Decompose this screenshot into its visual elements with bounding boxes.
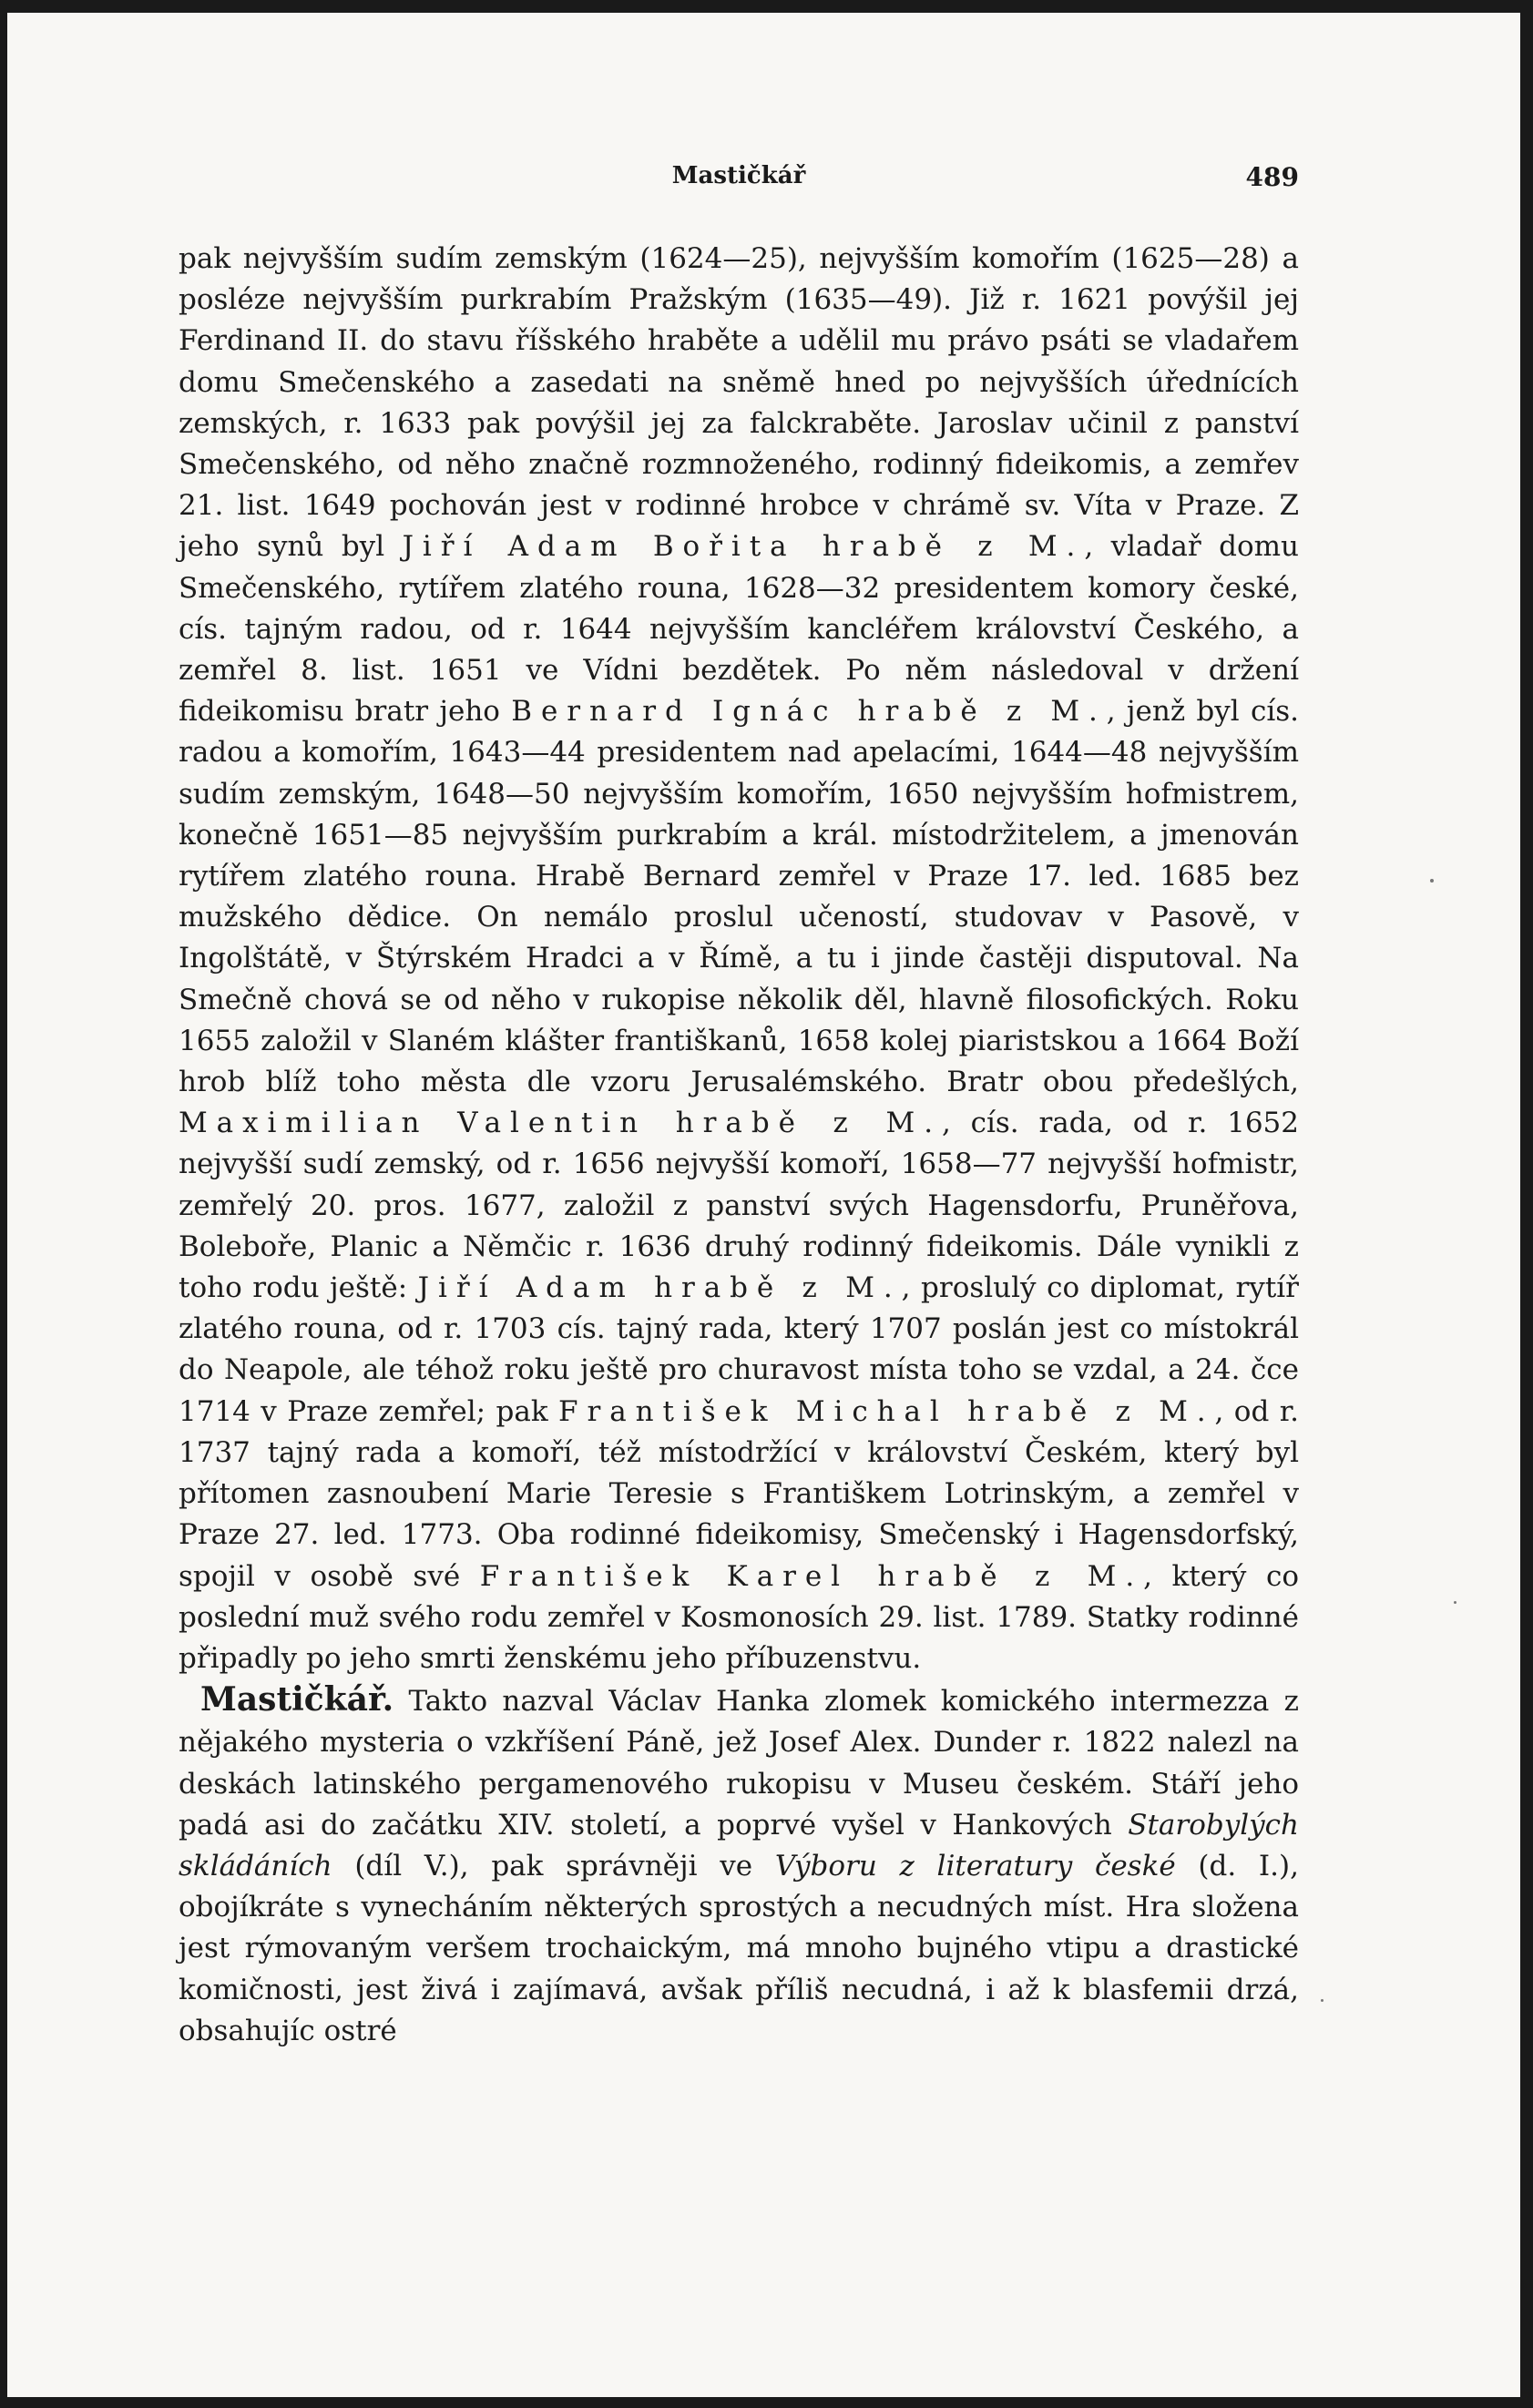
scan-speck [1454,1601,1456,1604]
scan-border-bottom [0,2397,1533,2408]
scan-speck [1321,1999,1323,2002]
body-text [179,239,1299,2052]
work-title: Starobylých skládáních [179,1808,1299,1883]
running-head: Mastičkář [671,162,806,189]
text-run: , který co poslední muž svého rodu zemřel v Kosmonosích 29. list. 1789. Statky rodinné připadly po jeho smrti ženskému jeho příbuzenstvu. [179,1559,1299,1675]
person-name: Jiří Adam hrabě z M. [417,1271,902,1305]
person-name: František Karel hrabě z M. [479,1559,1144,1593]
entry-mastickar [179,1679,1299,2052]
person-name: František Michal hrabě z M. [558,1394,1215,1428]
text-run: , vladař domu Smečenského, rytířem zlatého rouna, 1628—32 presidentem komory české, cís. tajným radou, od r. 1644 nejvyšším kancléřem království Českého, a zemřel 8. list. 1651 ve Vídni bezdětek. Po něm následoval v držení fideikomisu bratr jeho [179,530,1299,729]
scan-border-right [1520,0,1533,2408]
scan-border-top [0,0,1533,13]
text-run: pak nejvyšším sudím zemským (1624—25), nejvyšším komořím (1625—28) a posléze nejvyšším purkrabím Pražským (1635—49). Již r. 1621 povýšil jej Ferdinand II. do stavu říšského hraběte a udělil mu právo psáti se vladařem domu Smečenského a zasedati na sněmě hned po nejvyšších úřednících zemských, r. 1633 pak povýšil jej za falckraběte. Jaroslav učinil z panství Smečenského, od něho značně rozmnoženého, rodinný fideikomis, a zemřev 21. list. 1649 pochován jest v rodinné hrobce v chrámě sv. Víta v Praze. Z jeho synů byl [179,242,1299,564]
person-name: Bernard Ignác hrabě z M. [511,695,1107,729]
work-title: Výboru z literatury české [774,1849,1176,1883]
page-number: 489 [1245,162,1299,192]
text-run: (díl V.), pak správněji ve [332,1849,775,1883]
text-run: (d. I.), obojíkráte s vynecháním některých sprostých a necudných míst. Hra složena jest rýmovaným veršem trochaickým, má mnoho bujného vtipu a drastické komičnosti, jest živá i zajímavá, avšak příliš necudná, i až k blasfemii drzá, obsahujíc ostré [179,1849,1299,2047]
paragraph-continuation [179,239,1299,1679]
page-header [179,162,1299,199]
scan-speck [1430,879,1434,883]
person-name: Jiří Adam Bořita hrabě z M. [402,530,1085,564]
text-run: , jenž byl cís. radou a komořím, 1643—44 presidentem nad apelacími, 1644—48 nejvyšším sudím zemským, 1648—50 nejvyšším komořím, 1650 nejvyšším hofmistrem, konečně 1651—85 nejvyšším purkrabím a král. místodržitelem, a jmenován rytířem zlatého rouna. Hrabě Bernard zemřel v Praze 17. led. 1685 bez mužského dědice. On nemálo proslul učeností, studovav v Pasově, v Ingolštátě, v Štýrském Hradci a v Římě, a tu i jinde častěji disputoval. Na Smečně chová se od něho v rukopise několik děl, hlavně filosofických. Roku 1655 založil v Slaném klášter františkanů, 1658 kolej piaristskou a 1664 Boží hrob blíž toho města dle vzoru Jerusalémského. Bratr obou předešlých, [179,695,1300,1099]
text-run: , cís. rada, od r. 1652 nejvyšší sudí zemský, od r. 1656 nejvyšší komoří, 1658—77 nejvyšší hofmistr, zemřelý 20. pros. 1677, založil z panství svých Hagensdorfu, Pruněřova, Boleboře, Planic a Němčic r. 1636 druhý rodinný fideikomis. Dále vynikli z toho rodu ještě: [179,1107,1299,1305]
text-run: Takto nazval Václav Hanka zlomek komického intermezza z nějakého mysteria o vzkříšení Páně, jež Josef Alex. Dunder r. 1822 nalezl na deskách latinského pergamenového rukopisu v Museu českém. Stáří jeho padá asi do začátku XIV. století, a poprvé vyšel v Hankových [179,1685,1299,1842]
scan-border-left [0,0,7,2408]
text-run: , od r. 1737 tajný rada a komoří, též místodržící v království Českém, který byl přítomen zasnoubení Marie Teresie s Františkem Lotrinským, a zemřel v Praze 27. led. 1773. Oba rodinné fideikomisy, Smečenský i Hagensdorfský, spojil v osobě své [179,1394,1299,1593]
person-name: Maximilian Valentin hrabě z M. [179,1107,942,1140]
text-run: , proslulý co diplomat, rytíř zlatého rouna, od r. 1703 cís. tajný rada, který 1707 poslán jest co místokrál do Neapole, ale téhož roku ještě pro churavost místa toho se vzdal, a 24. čce 1714 v Praze zemřel; pak [179,1271,1300,1428]
entry-headword: Mastičkář. [200,1680,394,1719]
